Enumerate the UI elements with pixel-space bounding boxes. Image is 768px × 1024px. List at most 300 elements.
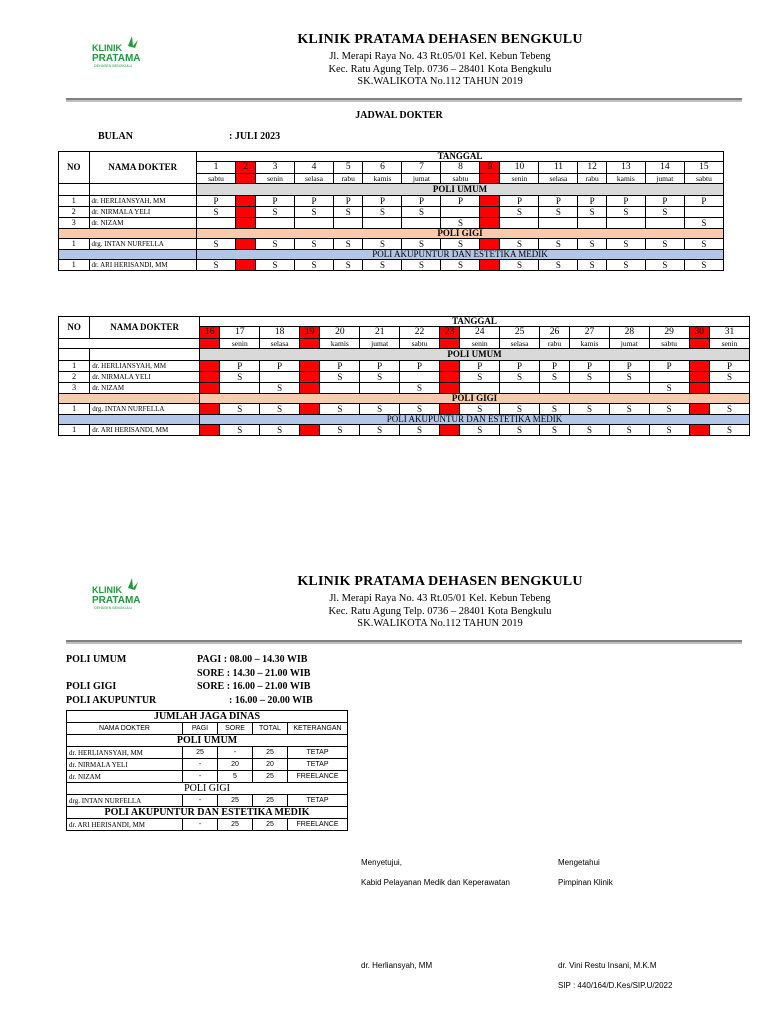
page-title: JADWAL DOKTER [355,110,443,121]
doctor-row [59,383,750,394]
doctor-name: dr. NIZAM [89,218,196,229]
shift-cell: P [709,361,749,372]
hours-akupuntur-time: : 16.00 – 20.00 WIB [229,695,313,706]
shift-cell: S [539,425,569,436]
shift-cell [256,218,295,229]
day-cell: selasa [539,174,578,184]
jaga-sore: - [218,747,253,759]
day-cell: rabu [578,174,606,184]
clinic-address-1: Jl. Merapi Raya No. 43 Rt.05/01 Kel. Kebun Tebeng [329,51,551,62]
svg-text:DEHASEN BENGKULU: DEHASEN BENGKULU [94,606,133,610]
jaga-total: 20 [253,759,288,771]
shift-cell: P [500,196,539,207]
shift-cell: S [649,404,689,415]
hours-umum-sore: SORE : 14.30 – 21.00 WIB [197,668,311,679]
schedule-table-1 [58,151,724,271]
shift-cell [645,218,684,229]
shift-cell [236,239,256,250]
date-cell: 28 [609,327,649,339]
jaga-section-akupuntur: POLI AKUPUNTUR DAN ESTETIKA MEDIK [67,807,348,819]
clinic-address-2: Kec. Ratu Agung Telp. 0736 – 28401 Kota Bengkulu [328,64,552,75]
date-cell: 2 [236,162,256,174]
shift-cell [609,383,649,394]
jaga-pagi: - [183,759,218,771]
schedule-table-2 [58,316,750,436]
doctor-name: dr. HERLIANSYAH, MM [90,361,200,372]
shift-cell [480,260,500,271]
shift-cell: S [645,260,684,271]
clinic-logo [72,32,162,82]
shift-cell [199,383,219,394]
hours-gigi-sore: SORE : 16.00 – 21.00 WIB [197,681,311,692]
section-poli-akupuntur: POLI AKUPUNTUR DAN ESTETIKA MEDIK [199,415,749,425]
date-cell: 18 [260,327,300,339]
clinic-sk: SK.WALIKOTA No.112 TAHUN 2019 [357,618,523,629]
day-cell: jumat [402,174,441,184]
col-tanggal-header: TANGGAL [197,152,724,162]
header-divider [66,98,742,102]
shift-cell: S [500,207,539,218]
day-cell: senin [709,339,749,349]
shift-cell [236,260,256,271]
date-cell: 3 [256,162,295,174]
svg-text:DEHASEN BENGKULU: DEHASEN BENGKULU [94,64,133,68]
shift-cell: P [460,361,500,372]
doctor-no: 1 [59,239,90,250]
shift-cell: S [460,404,500,415]
shift-cell: S [333,260,363,271]
jaga-keterangan: TETAP [288,795,348,807]
shift-cell [500,383,540,394]
shift-cell: P [441,196,480,207]
shift-cell: P [363,196,402,207]
letterhead-bottom [0,574,768,640]
shift-cell: S [220,425,260,436]
clinic-sk: SK.WALIKOTA No.112 TAHUN 2019 [357,76,523,87]
section-poli-gigi: POLI GIGI [197,229,724,239]
date-cell: 13 [606,162,645,174]
shift-cell: S [256,207,295,218]
col-no-header: NO [59,317,90,339]
shift-cell: S [684,218,723,229]
doctor-row [59,207,724,218]
shift-cell [300,404,320,415]
shift-cell: S [260,425,300,436]
jaga-name: dr. NIRMALA YELI [67,759,183,771]
jaga-pagi: - [183,819,218,831]
date-cell: 7 [402,162,441,174]
jaga-total: 25 [253,771,288,783]
shift-cell: S [500,260,539,271]
shift-cell: S [400,425,440,436]
shift-cell: S [539,239,578,250]
day-cell [236,174,256,184]
shift-cell: S [684,260,723,271]
date-cell: 20 [320,327,360,339]
shift-cell: P [295,196,334,207]
shift-cell [439,361,459,372]
jaga-name: dr. HERLIANSYAH, MM [67,747,183,759]
bulan-label: BULAN [98,131,134,142]
shift-cell: S [320,372,360,383]
day-cell: senin [256,174,295,184]
doctor-name: dr. ARI HERISANDI, MM [89,260,196,271]
letterhead-top [0,32,768,98]
shift-cell [578,218,606,229]
day-cell [480,174,500,184]
svg-text:KLINIK: KLINIK [92,43,122,53]
jaga-sore: 5 [218,771,253,783]
shift-cell: S [570,372,610,383]
shift-cell [684,207,723,218]
shift-cell: S [609,425,649,436]
shift-cell [460,383,500,394]
doctor-no: 2 [59,207,90,218]
sig-right-intro: Mengetahui [558,858,600,867]
doctor-no: 3 [59,218,90,229]
jaga-name: drg. INTAN NURFELLA [67,795,183,807]
date-cell: 11 [539,162,578,174]
doctor-no: 1 [59,404,90,415]
shift-cell: S [500,425,540,436]
shift-cell: S [295,207,334,218]
section-poli-akupuntur: POLI AKUPUNTUR DAN ESTETIKA MEDIK [197,250,724,260]
day-cell: kamis [570,339,610,349]
shift-cell: S [363,239,402,250]
shift-cell: P [333,196,363,207]
shift-cell [402,218,441,229]
shift-cell: S [709,425,749,436]
shift-cell: S [402,207,441,218]
jaga-sore: 20 [218,759,253,771]
shift-cell [197,218,236,229]
day-cell: kamis [363,174,402,184]
col-tanggal-header: TANGGAL [199,317,749,327]
shift-cell: S [402,239,441,250]
shift-cell: S [363,260,402,271]
shift-cell [236,218,256,229]
section-poli-umum: POLI UMUM [199,349,749,361]
shift-cell: S [256,260,295,271]
shift-cell [689,383,709,394]
doctor-no: 2 [59,372,90,383]
day-cell: sabtu [649,339,689,349]
shift-cell [689,372,709,383]
shift-cell: S [539,207,578,218]
shift-cell: S [360,404,400,415]
shift-cell: S [256,239,295,250]
shift-cell [539,383,569,394]
shift-cell: S [578,260,606,271]
shift-cell: S [645,239,684,250]
date-cell: 29 [649,327,689,339]
day-cell: senin [460,339,500,349]
jaga-dinas-table [66,710,348,831]
sig-right-name: dr. Vini Restu Insani, M.K.M [558,961,657,970]
date-cell: 6 [363,162,402,174]
doctor-name: dr. NIRMALA YELI [89,207,196,218]
doctor-no: 1 [59,260,90,271]
date-cell: 14 [645,162,684,174]
sig-right-sip: SIP : 440/164/D.Kes/SIP.U/2022 [558,981,673,990]
doctor-row [59,239,724,250]
doctor-row [59,196,724,207]
jaga-total: 25 [253,795,288,807]
sig-left-intro: Menyetujui, [361,858,402,867]
jaga-total: 25 [253,747,288,759]
shift-cell: S [333,207,363,218]
jaga-sore: 25 [218,819,253,831]
doctor-row [59,404,750,415]
shift-cell [500,218,539,229]
doctor-no: 1 [59,361,90,372]
jaga-section-umum: POLI UMUM [67,735,348,747]
shift-cell [439,372,459,383]
shift-cell: S [460,372,500,383]
jaga-row [67,747,348,759]
clinic-address-1: Jl. Merapi Raya No. 43 Rt.05/01 Kel. Kebun Tebeng [329,593,551,604]
date-cell: 1 [197,162,236,174]
day-cell: jumat [645,174,684,184]
shift-cell: P [500,361,540,372]
date-cell: 9 [480,162,500,174]
day-cell: sabtu [197,174,236,184]
shift-cell: P [320,361,360,372]
jaga-row [67,759,348,771]
shift-cell: P [578,196,606,207]
jaga-name: dr. ARI HERISANDI, MM [67,819,183,831]
svg-text:PRATAMA: PRATAMA [92,53,141,64]
date-cell: 8 [441,162,480,174]
shift-cell [439,383,459,394]
jaga-name: dr. NIZAM [67,771,183,783]
shift-cell: P [609,361,649,372]
col-nama-header: NAMA DOKTER [90,317,200,339]
shift-cell: S [539,372,569,383]
shift-cell: P [606,196,645,207]
shift-cell: P [220,361,260,372]
day-cell: selasa [295,174,334,184]
shift-cell [689,404,709,415]
date-cell: 16 [199,327,219,339]
date-cell: 12 [578,162,606,174]
shift-cell [236,196,256,207]
shift-cell: S [606,260,645,271]
shift-cell: P [197,196,236,207]
shift-cell: S [649,383,689,394]
shift-cell: P [400,361,440,372]
shift-cell: P [539,361,569,372]
jaga-col-pagi: PAGI [183,723,218,735]
shift-cell: S [460,425,500,436]
shift-cell: S [197,260,236,271]
date-cell: 26 [539,327,569,339]
shift-cell [441,207,480,218]
shift-cell: S [500,404,540,415]
date-cell: 25 [500,327,540,339]
jaga-pagi: - [183,771,218,783]
shift-cell: S [649,425,689,436]
shift-cell [439,404,459,415]
date-cell: 22 [400,327,440,339]
shift-cell [300,372,320,383]
date-cell: 5 [333,162,363,174]
shift-cell: S [709,372,749,383]
date-cell: 17 [220,327,260,339]
shift-cell [649,372,689,383]
date-cell: 21 [360,327,400,339]
shift-cell: S [570,425,610,436]
shift-cell: P [645,196,684,207]
date-cell: 31 [709,327,749,339]
shift-cell [480,196,500,207]
shift-cell [236,207,256,218]
jaga-col-keterangan: KETERANGAN [288,723,348,735]
shift-cell: S [260,383,300,394]
jaga-row [67,795,348,807]
shift-cell: S [539,404,569,415]
doctor-name: drg. INTAN NURFELLA [90,404,200,415]
doctor-no: 1 [59,425,90,436]
shift-cell [300,383,320,394]
shift-cell: S [360,425,400,436]
doctor-name: dr. NIZAM [90,383,200,394]
date-cell: 24 [460,327,500,339]
date-cell: 23 [439,327,459,339]
shift-cell: P [649,361,689,372]
doctor-row [59,260,724,271]
shift-cell [260,372,300,383]
date-cell: 15 [684,162,723,174]
doctor-row [59,361,750,372]
shift-cell: P [570,361,610,372]
clinic-name: KLINIK PRATAMA DEHASEN BENGKULU [297,574,583,589]
day-cell: rabu [333,174,363,184]
day-cell: sabtu [441,174,480,184]
shift-cell: S [295,239,334,250]
shift-cell [199,372,219,383]
shift-cell: S [363,207,402,218]
jaga-keterangan: TETAP [288,747,348,759]
shift-cell [295,218,334,229]
shift-cell [689,361,709,372]
shift-cell: S [609,404,649,415]
sig-right-role: Pimpinan Klinik [558,878,613,887]
doctor-row [59,218,724,229]
day-cell: selasa [260,339,300,349]
shift-cell: S [645,207,684,218]
shift-cell [360,383,400,394]
section-poli-gigi: POLI GIGI [199,394,749,404]
shift-cell: P [256,196,295,207]
day-cell: kamis [320,339,360,349]
shift-cell: S [320,425,360,436]
shift-cell: S [197,207,236,218]
shift-cell: S [220,404,260,415]
hours-umum-pagi: PAGI : 08.00 – 14.30 WIB [197,654,308,665]
shift-cell: S [333,239,363,250]
shift-cell [363,218,402,229]
shift-cell: S [220,372,260,383]
shift-cell [300,425,320,436]
date-cell: 19 [300,327,320,339]
col-no-header: NO [59,152,90,184]
date-cell: 10 [500,162,539,174]
shift-cell: S [260,404,300,415]
day-cell [199,339,219,349]
doctor-row [59,425,750,436]
shift-cell: S [684,239,723,250]
day-cell: senin [500,174,539,184]
day-cell: sabtu [684,174,723,184]
clinic-address-2: Kec. Ratu Agung Telp. 0736 – 28401 Kota Bengkulu [328,606,552,617]
shift-cell: S [441,218,480,229]
shift-cell: S [400,404,440,415]
svg-text:KLINIK: KLINIK [92,585,122,595]
shift-cell [689,425,709,436]
day-cell [689,339,709,349]
doctor-name: drg. INTAN NURFELLA [89,239,196,250]
day-cell: jumat [609,339,649,349]
shift-cell [400,372,440,383]
shift-cell: S [441,239,480,250]
doctor-no: 1 [59,196,90,207]
shift-cell: S [295,260,334,271]
doctor-row [59,372,750,383]
jaga-col-total: TOTAL [253,723,288,735]
jaga-row [67,771,348,783]
shift-cell: P [360,361,400,372]
shift-cell: P [684,196,723,207]
shift-cell [606,218,645,229]
day-cell: sabtu [400,339,440,349]
shift-cell: S [539,260,578,271]
shift-cell: S [441,260,480,271]
shift-cell: S [606,239,645,250]
day-row [59,339,750,349]
svg-text:PRATAMA: PRATAMA [92,595,141,606]
date-cell: 4 [295,162,334,174]
shift-cell [709,383,749,394]
day-cell: kamis [606,174,645,184]
shift-cell: S [500,372,540,383]
shift-cell: S [197,239,236,250]
shift-cell: S [402,260,441,271]
clinic-name: KLINIK PRATAMA DEHASEN BENGKULU [297,32,583,47]
jaga-pagi: - [183,795,218,807]
shift-cell: S [578,207,606,218]
shift-cell [333,218,363,229]
shift-cell [199,361,219,372]
shift-cell: S [400,383,440,394]
doctor-no: 3 [59,383,90,394]
hours-akupuntur-label: POLI AKUPUNTUR [66,695,157,706]
shift-cell: S [500,239,539,250]
jaga-sore: 25 [218,795,253,807]
jaga-col-nama: NAMA DOKTER [67,723,183,735]
day-cell [439,339,459,349]
shift-cell: P [402,196,441,207]
jaga-col-sore: SORE [218,723,253,735]
jaga-keterangan: FREELANCE [288,819,348,831]
doctor-name: dr. ARI HERISANDI, MM [90,425,200,436]
shift-cell: S [320,404,360,415]
doctor-name: dr. HERLIANSYAH, MM [89,196,196,207]
jaga-keterangan: FREELANCE [288,771,348,783]
shift-cell: P [260,361,300,372]
day-cell [300,339,320,349]
bulan-value: : JULI 2023 [229,131,281,142]
